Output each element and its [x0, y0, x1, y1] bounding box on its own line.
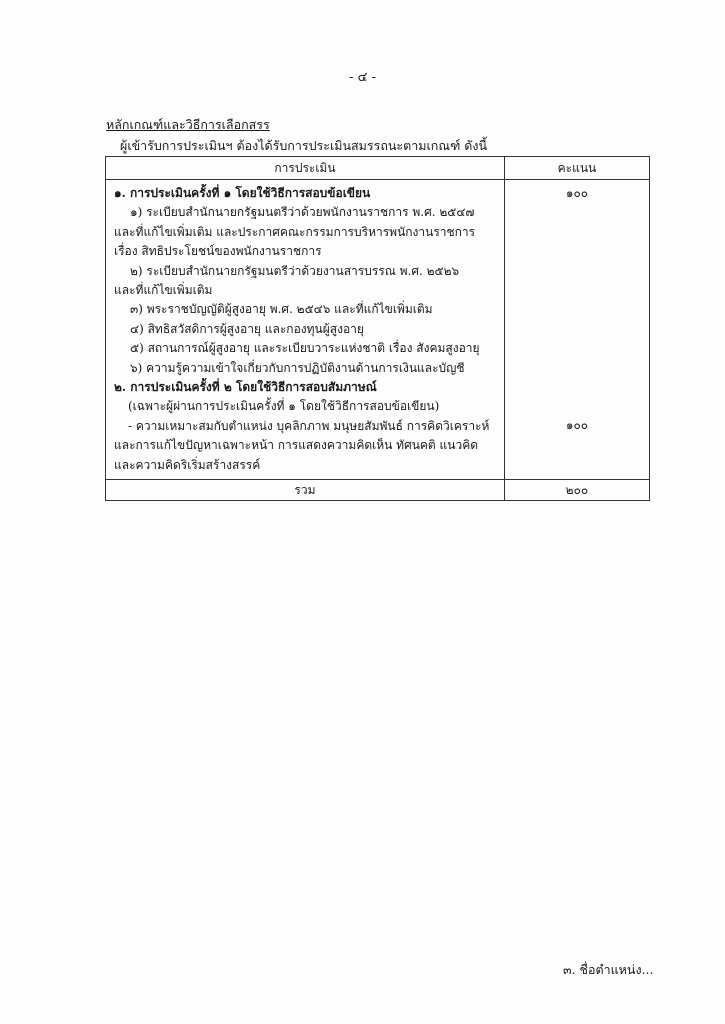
table-header-row: [106, 157, 650, 180]
part1-title: ๑. การประเมินครั้งที่ ๑ โดยใช้วิธีการสอบข้อเขียน: [114, 186, 371, 200]
part2-note: (เฉพาะผู้ผ่านการประเมินครั้งที่ ๑ โดยใช้วิธีการสอบข้อเขียน): [128, 399, 440, 414]
intro-text: ผู้เข้ารับการประเมินฯ ต้องได้รับการประเมินสมรรถนะตามเกณฑ์ ดังนี้: [120, 138, 488, 153]
page-number: - ๔ -: [349, 70, 376, 85]
part1-item4: ๔) สิทธิสวัสดิการผู้สูงอายุ และกองทุนผู้สูงอายุ: [130, 321, 364, 336]
part2-desc-line2: และการแก้ไขปัญหาเฉพาะหน้า การแสดงความคิดเห็น ทัศนคติ แนวคิด: [114, 438, 479, 453]
next-page-continuation: ๓. ชื่อตำแหน่ง...: [563, 962, 654, 977]
part1-item1-line3: เรื่อง สิทธิประโยชน์ของพนักงานราชการ: [114, 244, 322, 259]
evaluation-table: [105, 156, 650, 501]
part1-item3: ๓) พระราชบัญญัติผู้สูงอายุ พ.ศ. ๒๕๔๖ และที่แก้ไขเพิ่มเติม: [130, 302, 433, 317]
total-row: [106, 480, 650, 501]
part1-item1-line1: ๑) ระเบียบสำนักนายกรัฐมนตรีว่าด้วยพนักงานราชการ พ.ศ. ๒๕๔๗: [130, 205, 475, 220]
header-evaluation: การประเมิน: [106, 157, 505, 180]
part1-score: ๑๐๐: [565, 186, 589, 200]
part1-item6: ๖) ความรู้ความเข้าใจเกี่ยวกับการปฏิบัติงานด้านการเงินและบัญชี: [130, 360, 465, 375]
score-spacer: [505, 203, 649, 416]
part2-score: ๑๐๐: [565, 418, 589, 433]
total-label: รวม: [106, 480, 505, 501]
score-content: [504, 180, 649, 480]
table-row: [106, 180, 650, 480]
part1-item2-line1: ๒) ระเบียบสำนักนายกรัฐมนตรีว่าด้วยงานสารบรรณ พ.ศ. ๒๕๒๖: [130, 263, 460, 278]
part2-desc-line3: และความคิดริเริ่มสร้างสรรค์: [114, 457, 261, 472]
part1-item1-line2: และที่แก้ไขเพิ่มเติม และประกาศคณะกรรมการบริหารพนักงานราชการ: [114, 224, 476, 239]
part2-title: ๒. การประเมินครั้งที่ ๒ โดยใช้วิธีการสอบสัมภาษณ์: [114, 380, 377, 395]
header-score: คะแนน: [504, 157, 649, 180]
part1-item5: ๕) สถานการณ์ผู้สูงอายุ และระเบียบวาระแห่งชาติ เรื่อง สังคมสูงอายุ: [130, 341, 480, 356]
part1-item2-line2: และที่แก้ไขเพิ่มเติม: [114, 283, 213, 298]
part2-desc-line1: - ความเหมาะสมกับตำแหน่ง บุคลิกภาพ มนุษยสัมพันธ์ การคิดวิเคราะห์: [128, 418, 490, 433]
section-heading: หลักเกณฑ์และวิธีการเลือกสรร: [106, 117, 270, 132]
total-score: ๒๐๐: [504, 480, 649, 501]
evaluation-content: [106, 180, 505, 480]
